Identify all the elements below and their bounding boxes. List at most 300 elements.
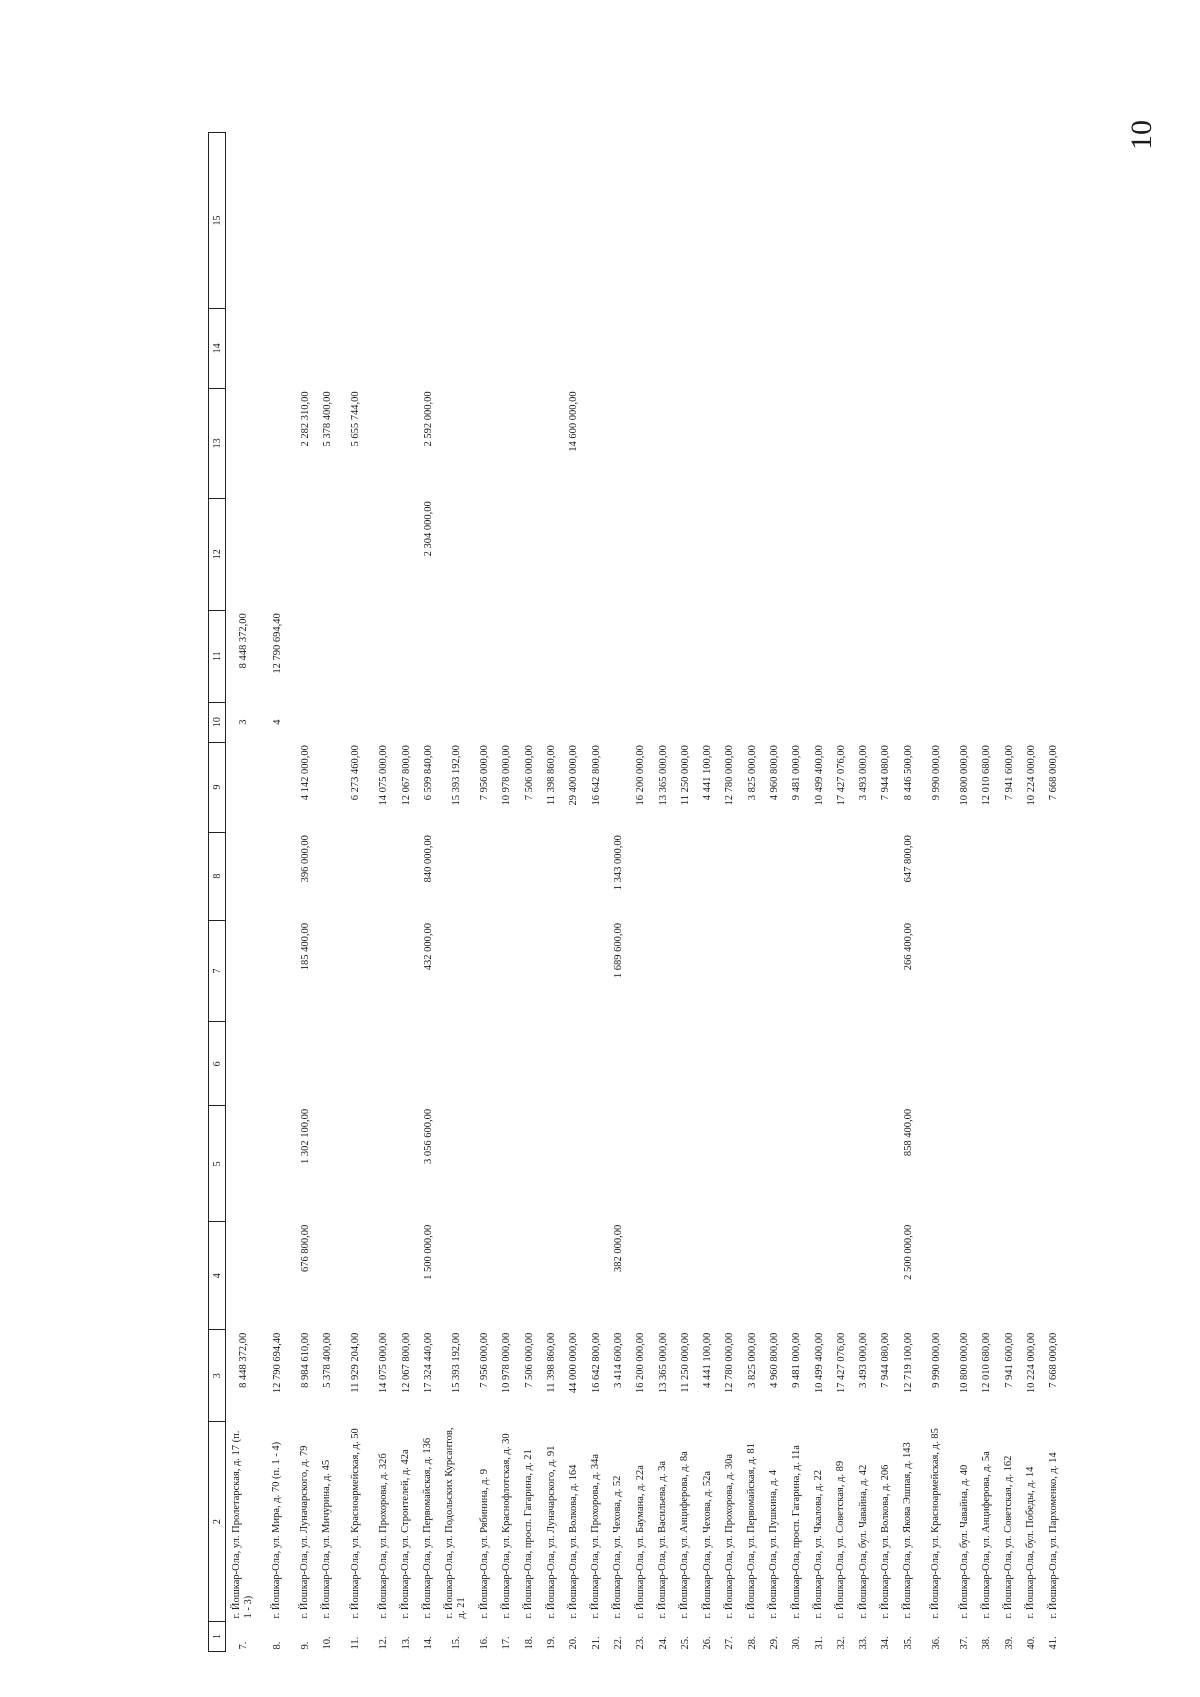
value-cell: [786, 388, 808, 498]
address-cell: г. Йошкар-Ола, ул. Прохорова, д. 34а: [590, 1453, 602, 1619]
value-cell: [652, 1022, 674, 1106]
value-cell: [1043, 610, 1065, 702]
value-cell: 14 075 000,00: [378, 1332, 390, 1394]
value-cell: [473, 1222, 495, 1330]
row-index-cell: 10.: [321, 1636, 333, 1650]
value-cell: [373, 1222, 395, 1330]
value-cell: [786, 133, 808, 309]
table-row: [439, 133, 473, 1652]
value-cell: [473, 832, 495, 920]
address-cell: г. Йошкар-Ола, ул. Строителей, д. 42а: [400, 1449, 412, 1619]
value-cell: [998, 610, 1020, 702]
value-cell: [830, 1106, 852, 1222]
value-cell: [540, 133, 562, 309]
value-cell: [875, 133, 897, 309]
value-cell: [585, 920, 607, 1022]
value-cell: 8 446 500,00: [902, 745, 914, 801]
value-cell: [976, 702, 998, 742]
value-cell: [786, 498, 808, 610]
row-index-cell: 36.: [930, 1636, 942, 1650]
value-cell: [808, 308, 830, 388]
value-cell: [373, 610, 395, 702]
value-cell: [830, 610, 852, 702]
value-cell: [652, 308, 674, 388]
address-cell: г. Йошкар-Ола, ул. Первомайская, д. 136: [422, 1437, 434, 1619]
table-body: [226, 133, 1065, 1652]
value-cell: [953, 920, 975, 1022]
value-cell: 15 393 192,00: [450, 1332, 462, 1394]
value-cell: [439, 832, 473, 920]
row-index-cell: 15.: [450, 1636, 462, 1650]
value-cell: [1043, 702, 1065, 742]
value-cell: 4 441 100,00: [702, 1332, 714, 1388]
value-cell: 6 273 460,00: [350, 745, 362, 801]
value-cell: 17 324 440,00: [422, 1332, 434, 1394]
value-cell: [853, 702, 875, 742]
value-cell: [316, 742, 338, 832]
table-row: [585, 133, 607, 1652]
row-index-cell: 22.: [612, 1636, 624, 1650]
table-row: [226, 133, 261, 1652]
value-cell: [741, 498, 763, 610]
value-cell: [674, 832, 696, 920]
value-cell: [830, 308, 852, 388]
value-cell: [763, 610, 785, 702]
value-cell: [540, 702, 562, 742]
value-cell: [339, 610, 373, 702]
value-cell: [226, 832, 261, 920]
value-cell: [260, 1106, 294, 1222]
address-cell: г. Йошкар-Ола, ул. Баумана, д. 22а: [634, 1465, 646, 1619]
value-cell: [674, 1106, 696, 1222]
value-cell: [719, 308, 741, 388]
value-cell: [786, 702, 808, 742]
value-cell: [741, 702, 763, 742]
value-cell: 7 668 000,00: [1048, 745, 1060, 801]
value-cell: [339, 308, 373, 388]
value-cell: [1020, 702, 1042, 742]
address-cell: г. Йошкар-Ола, ул. Волкова, д. 206: [879, 1464, 891, 1619]
value-cell: [953, 1022, 975, 1106]
value-cell: [373, 388, 395, 498]
value-cell: [696, 920, 718, 1022]
value-cell: [316, 133, 338, 309]
row-index-cell: 17.: [501, 1636, 513, 1650]
value-cell: [719, 133, 741, 309]
value-cell: [496, 832, 518, 920]
value-cell: [339, 702, 373, 742]
row-index-cell: 9.: [299, 1641, 311, 1650]
value-cell: [294, 702, 316, 742]
value-cell: [439, 388, 473, 498]
value-cell: 185 400,00: [299, 923, 311, 971]
value-cell: [395, 388, 417, 498]
value-cell: [1020, 1022, 1042, 1106]
value-cell: [674, 388, 696, 498]
value-cell: [786, 1222, 808, 1330]
value-cell: [607, 498, 629, 610]
value-cell: [998, 498, 1020, 610]
address-cell: г. Йошкар-Ола, ул. Пархоменко, д. 14: [1047, 1452, 1059, 1619]
value-cell: 2 592 000,00: [422, 391, 434, 447]
value-cell: [607, 1106, 629, 1222]
row-index-cell: 18.: [523, 1636, 535, 1650]
value-cell: [630, 702, 652, 742]
value-cell: 2 500 000,00: [902, 1224, 914, 1280]
value-cell: [294, 1022, 316, 1106]
row-index-cell: 8.: [271, 1641, 283, 1650]
value-cell: 2 282 310,00: [299, 391, 311, 447]
table-row: [1020, 133, 1042, 1652]
value-cell: [339, 832, 373, 920]
value-cell: [808, 388, 830, 498]
value-cell: [439, 308, 473, 388]
value-cell: [607, 388, 629, 498]
value-cell: 3 056 600,00: [422, 1108, 434, 1164]
table-row: [630, 133, 652, 1652]
value-cell: [563, 832, 585, 920]
value-cell: 3 825 000,00: [746, 745, 758, 801]
value-cell: [1020, 133, 1042, 309]
value-cell: 6 599 840,00: [422, 745, 434, 801]
value-cell: 29 400 000,00: [568, 745, 580, 806]
value-cell: [998, 832, 1020, 920]
value-cell: [853, 1106, 875, 1222]
value-cell: [260, 1222, 294, 1330]
value-cell: [496, 1106, 518, 1222]
value-cell: [719, 610, 741, 702]
column-header-14: 14: [209, 308, 226, 388]
value-cell: [696, 133, 718, 309]
value-cell: [540, 1022, 562, 1106]
value-cell: [518, 920, 540, 1022]
value-cell: [496, 308, 518, 388]
value-cell: [395, 1222, 417, 1330]
value-cell: [439, 702, 473, 742]
value-cell: [1043, 308, 1065, 388]
row-index-cell: 31.: [813, 1636, 825, 1650]
value-cell: [630, 920, 652, 1022]
value-cell: [1043, 832, 1065, 920]
value-cell: [763, 1222, 785, 1330]
value-cell: [260, 388, 294, 498]
address-cell: г. Йошкар-Ола, ул. Луначарского, д. 91: [545, 1445, 557, 1619]
value-cell: [719, 832, 741, 920]
address-cell: г. Йошкар-Ола, ул. Васильева, д. 3а: [657, 1461, 668, 1619]
value-cell: [875, 308, 897, 388]
value-cell: 15 393 192,00: [450, 745, 462, 806]
row-index-cell: 16.: [479, 1636, 491, 1650]
value-cell: 1 302 100,00: [299, 1108, 311, 1164]
address-cell: г. Йошкар-Ола, ул. Пушкина, д. 4: [768, 1469, 780, 1619]
column-header-13: 13: [209, 388, 226, 498]
value-cell: [316, 1106, 338, 1222]
value-cell: [998, 1106, 1020, 1222]
value-cell: [607, 702, 629, 742]
value-cell: [496, 702, 518, 742]
value-cell: 16 200 000,00: [635, 1332, 647, 1394]
value-cell: [998, 702, 1020, 742]
value-cell: [875, 1222, 897, 1330]
address-cell: г. Йошкар-Ола, ул. Якова Эшпая, д. 143: [902, 1442, 914, 1619]
value-cell: [496, 920, 518, 1022]
value-cell: 2 304 000,00: [422, 501, 434, 557]
value-cell: [373, 702, 395, 742]
address-cell: г. Йошкар-Ола, ул. Краснофлотская, д. 30: [500, 1433, 512, 1619]
value-cell: [719, 1106, 741, 1222]
value-cell: [496, 1022, 518, 1106]
value-cell: 7 941 600,00: [1003, 745, 1015, 801]
row-index-cell: 41.: [1048, 1636, 1060, 1650]
value-cell: 9 481 000,00: [791, 745, 803, 801]
value-cell: [719, 1222, 741, 1330]
value-cell: [260, 920, 294, 1022]
table-row: [496, 133, 518, 1652]
value-cell: [496, 1222, 518, 1330]
column-header-5: 5: [209, 1106, 226, 1222]
value-cell: [830, 388, 852, 498]
value-cell: [540, 1106, 562, 1222]
value-cell: [919, 1106, 953, 1222]
address-cell: г. Йошкар-Ола, ул. Чехова, д. 52: [612, 1475, 624, 1619]
row-index-cell: 35.: [902, 1636, 914, 1650]
value-cell: [1020, 498, 1042, 610]
address-cell: г. Йошкар-Ола, ул. Красноармейская, д. 50: [349, 1428, 361, 1619]
column-header-11: 11: [209, 610, 226, 702]
value-cell: [652, 920, 674, 1022]
value-cell: [953, 610, 975, 702]
value-cell: [518, 1106, 540, 1222]
value-cell: [496, 388, 518, 498]
address-cell: г. Йошкар-Ола, ул. Анциферова, д. 8а: [679, 1451, 691, 1619]
value-cell: [808, 133, 830, 309]
value-cell: 11 250 000,00: [679, 745, 691, 806]
value-cell: [518, 610, 540, 702]
column-header-15: 15: [209, 133, 226, 309]
value-cell: [998, 133, 1020, 309]
value-cell: [1043, 920, 1065, 1022]
value-cell: [1020, 308, 1042, 388]
address-cell: г. Йошкар-Ола, ул. Рябинина, д. 9: [478, 1469, 490, 1619]
value-cell: [563, 308, 585, 388]
value-cell: [518, 498, 540, 610]
value-cell: [607, 308, 629, 388]
value-cell: [786, 1022, 808, 1106]
value-cell: [808, 610, 830, 702]
value-cell: [540, 920, 562, 1022]
value-cell: [897, 498, 919, 610]
table-row: [853, 133, 875, 1652]
row-index-cell: 39.: [1003, 1636, 1015, 1650]
value-cell: [741, 610, 763, 702]
value-cell: [395, 308, 417, 388]
value-cell: [417, 702, 439, 742]
value-cell: [741, 1022, 763, 1106]
value-cell: [976, 1106, 998, 1222]
value-cell: [830, 702, 852, 742]
address-cell: г. Йошкар-Ола, просп. Гагарина, д. 21: [523, 1449, 535, 1619]
value-cell: 12 790 694,40: [271, 613, 283, 674]
value-cell: [786, 1106, 808, 1222]
value-cell: [674, 498, 696, 610]
value-cell: [897, 308, 919, 388]
value-cell: [473, 920, 495, 1022]
value-cell: 647 800,00: [902, 835, 914, 883]
table-row: [395, 133, 417, 1652]
table-row: [741, 133, 763, 1652]
value-cell: [395, 702, 417, 742]
value-cell: 3 825 000,00: [746, 1332, 758, 1388]
value-cell: 12 780 000,00: [724, 1332, 736, 1394]
value-cell: [976, 1022, 998, 1106]
table-row: [998, 133, 1020, 1652]
row-index-cell: 26.: [702, 1636, 714, 1650]
value-cell: [696, 308, 718, 388]
value-cell: [763, 702, 785, 742]
value-cell: [919, 308, 953, 388]
value-cell: [260, 832, 294, 920]
value-cell: [674, 133, 696, 309]
value-cell: [1043, 1106, 1065, 1222]
value-cell: [439, 1222, 473, 1330]
value-cell: [607, 742, 629, 832]
value-cell: [897, 388, 919, 498]
value-cell: [741, 388, 763, 498]
value-cell: 9 990 000,00: [930, 745, 942, 801]
value-cell: [919, 1022, 953, 1106]
value-cell: [808, 832, 830, 920]
row-index-cell: 21.: [590, 1636, 602, 1650]
value-cell: [473, 1022, 495, 1106]
value-cell: [719, 920, 741, 1022]
value-cell: [585, 1222, 607, 1330]
address-cell: г. Йошкар-Ола, ул. Луначарского, д. 79: [299, 1445, 311, 1619]
value-cell: 266 400,00: [902, 923, 914, 971]
value-cell: [563, 1106, 585, 1222]
value-cell: 12 067 800,00: [400, 1332, 412, 1394]
value-cell: [473, 308, 495, 388]
value-cell: 432 000,00: [422, 923, 434, 971]
value-cell: [976, 610, 998, 702]
value-cell: [585, 1022, 607, 1106]
value-cell: [439, 498, 473, 610]
table-row: [976, 133, 998, 1652]
value-cell: [339, 133, 373, 309]
value-cell: [496, 498, 518, 610]
value-cell: [630, 308, 652, 388]
value-cell: [294, 133, 316, 309]
value-cell: [316, 1022, 338, 1106]
table-row: [652, 133, 674, 1652]
row-index-cell: 20.: [568, 1636, 580, 1650]
value-cell: [373, 1022, 395, 1106]
value-cell: [763, 388, 785, 498]
value-cell: 9 990 000,00: [930, 1332, 942, 1388]
value-cell: 4 960 800,00: [768, 745, 780, 801]
value-cell: [976, 308, 998, 388]
value-cell: [439, 1022, 473, 1106]
value-cell: 7 956 000,00: [479, 745, 491, 801]
value-cell: [585, 133, 607, 309]
value-cell: [853, 133, 875, 309]
value-cell: 396 000,00: [299, 835, 311, 883]
table-row: [897, 133, 919, 1652]
table-row: [563, 133, 585, 1652]
value-cell: [830, 1022, 852, 1106]
value-cell: 7 668 000,00: [1048, 1332, 1060, 1388]
value-cell: [696, 610, 718, 702]
value-cell: 12 790 694,40: [271, 1332, 283, 1394]
value-cell: [674, 610, 696, 702]
address-cell: г. Йошкар-Ола, бул. Чавайна, д. 42: [857, 1464, 869, 1619]
table-row: [518, 133, 540, 1652]
row-index-cell: 23.: [635, 1636, 647, 1650]
page-number: 10: [1125, 120, 1158, 150]
value-cell: [1043, 498, 1065, 610]
value-cell: [473, 388, 495, 498]
value-cell: 17 427 076,00: [835, 745, 847, 806]
value-cell: [919, 388, 953, 498]
value-cell: [976, 133, 998, 309]
table-row: [339, 133, 373, 1652]
value-cell: [786, 610, 808, 702]
table-row: [417, 133, 439, 1652]
value-cell: 4 441 100,00: [702, 745, 714, 801]
row-index-cell: 14.: [422, 1636, 434, 1650]
value-cell: 4: [271, 719, 283, 725]
table-row: [875, 133, 897, 1652]
value-cell: [496, 133, 518, 309]
value-cell: [830, 832, 852, 920]
table-row: [260, 133, 294, 1652]
value-cell: [919, 832, 953, 920]
value-cell: [373, 498, 395, 610]
value-cell: [439, 610, 473, 702]
address-cell: г. Йошкар-Ола, ул. Пролетарская, д. 17 (п. 1 - 3): [231, 1430, 254, 1619]
value-cell: [919, 702, 953, 742]
value-cell: 7 506 000,00: [523, 745, 535, 801]
value-cell: [540, 498, 562, 610]
value-cell: [741, 1222, 763, 1330]
value-cell: [518, 832, 540, 920]
address-cell: г. Йошкар-Ола, ул. Советская, д. 162: [1003, 1455, 1015, 1619]
value-cell: [585, 498, 607, 610]
value-cell: 10 224 000,00: [1025, 745, 1037, 806]
value-cell: [808, 702, 830, 742]
value-cell: [919, 610, 953, 702]
row-index-cell: 33.: [858, 1636, 870, 1650]
value-cell: [696, 498, 718, 610]
value-cell: [473, 133, 495, 309]
value-cell: [976, 832, 998, 920]
table-row: [473, 133, 495, 1652]
value-cell: [953, 498, 975, 610]
value-cell: [540, 308, 562, 388]
row-index-cell: 19.: [546, 1636, 558, 1650]
value-cell: [998, 1222, 1020, 1330]
value-cell: [674, 1222, 696, 1330]
value-cell: [652, 498, 674, 610]
value-cell: 3 414 600,00: [612, 1332, 624, 1388]
value-cell: 7 956 000,00: [479, 1332, 491, 1388]
value-cell: [607, 133, 629, 309]
value-cell: [395, 920, 417, 1022]
value-cell: 17 427 076,00: [835, 1332, 847, 1394]
column-header-8: 8: [209, 832, 226, 920]
value-cell: [1043, 388, 1065, 498]
value-cell: [652, 388, 674, 498]
value-cell: [875, 702, 897, 742]
